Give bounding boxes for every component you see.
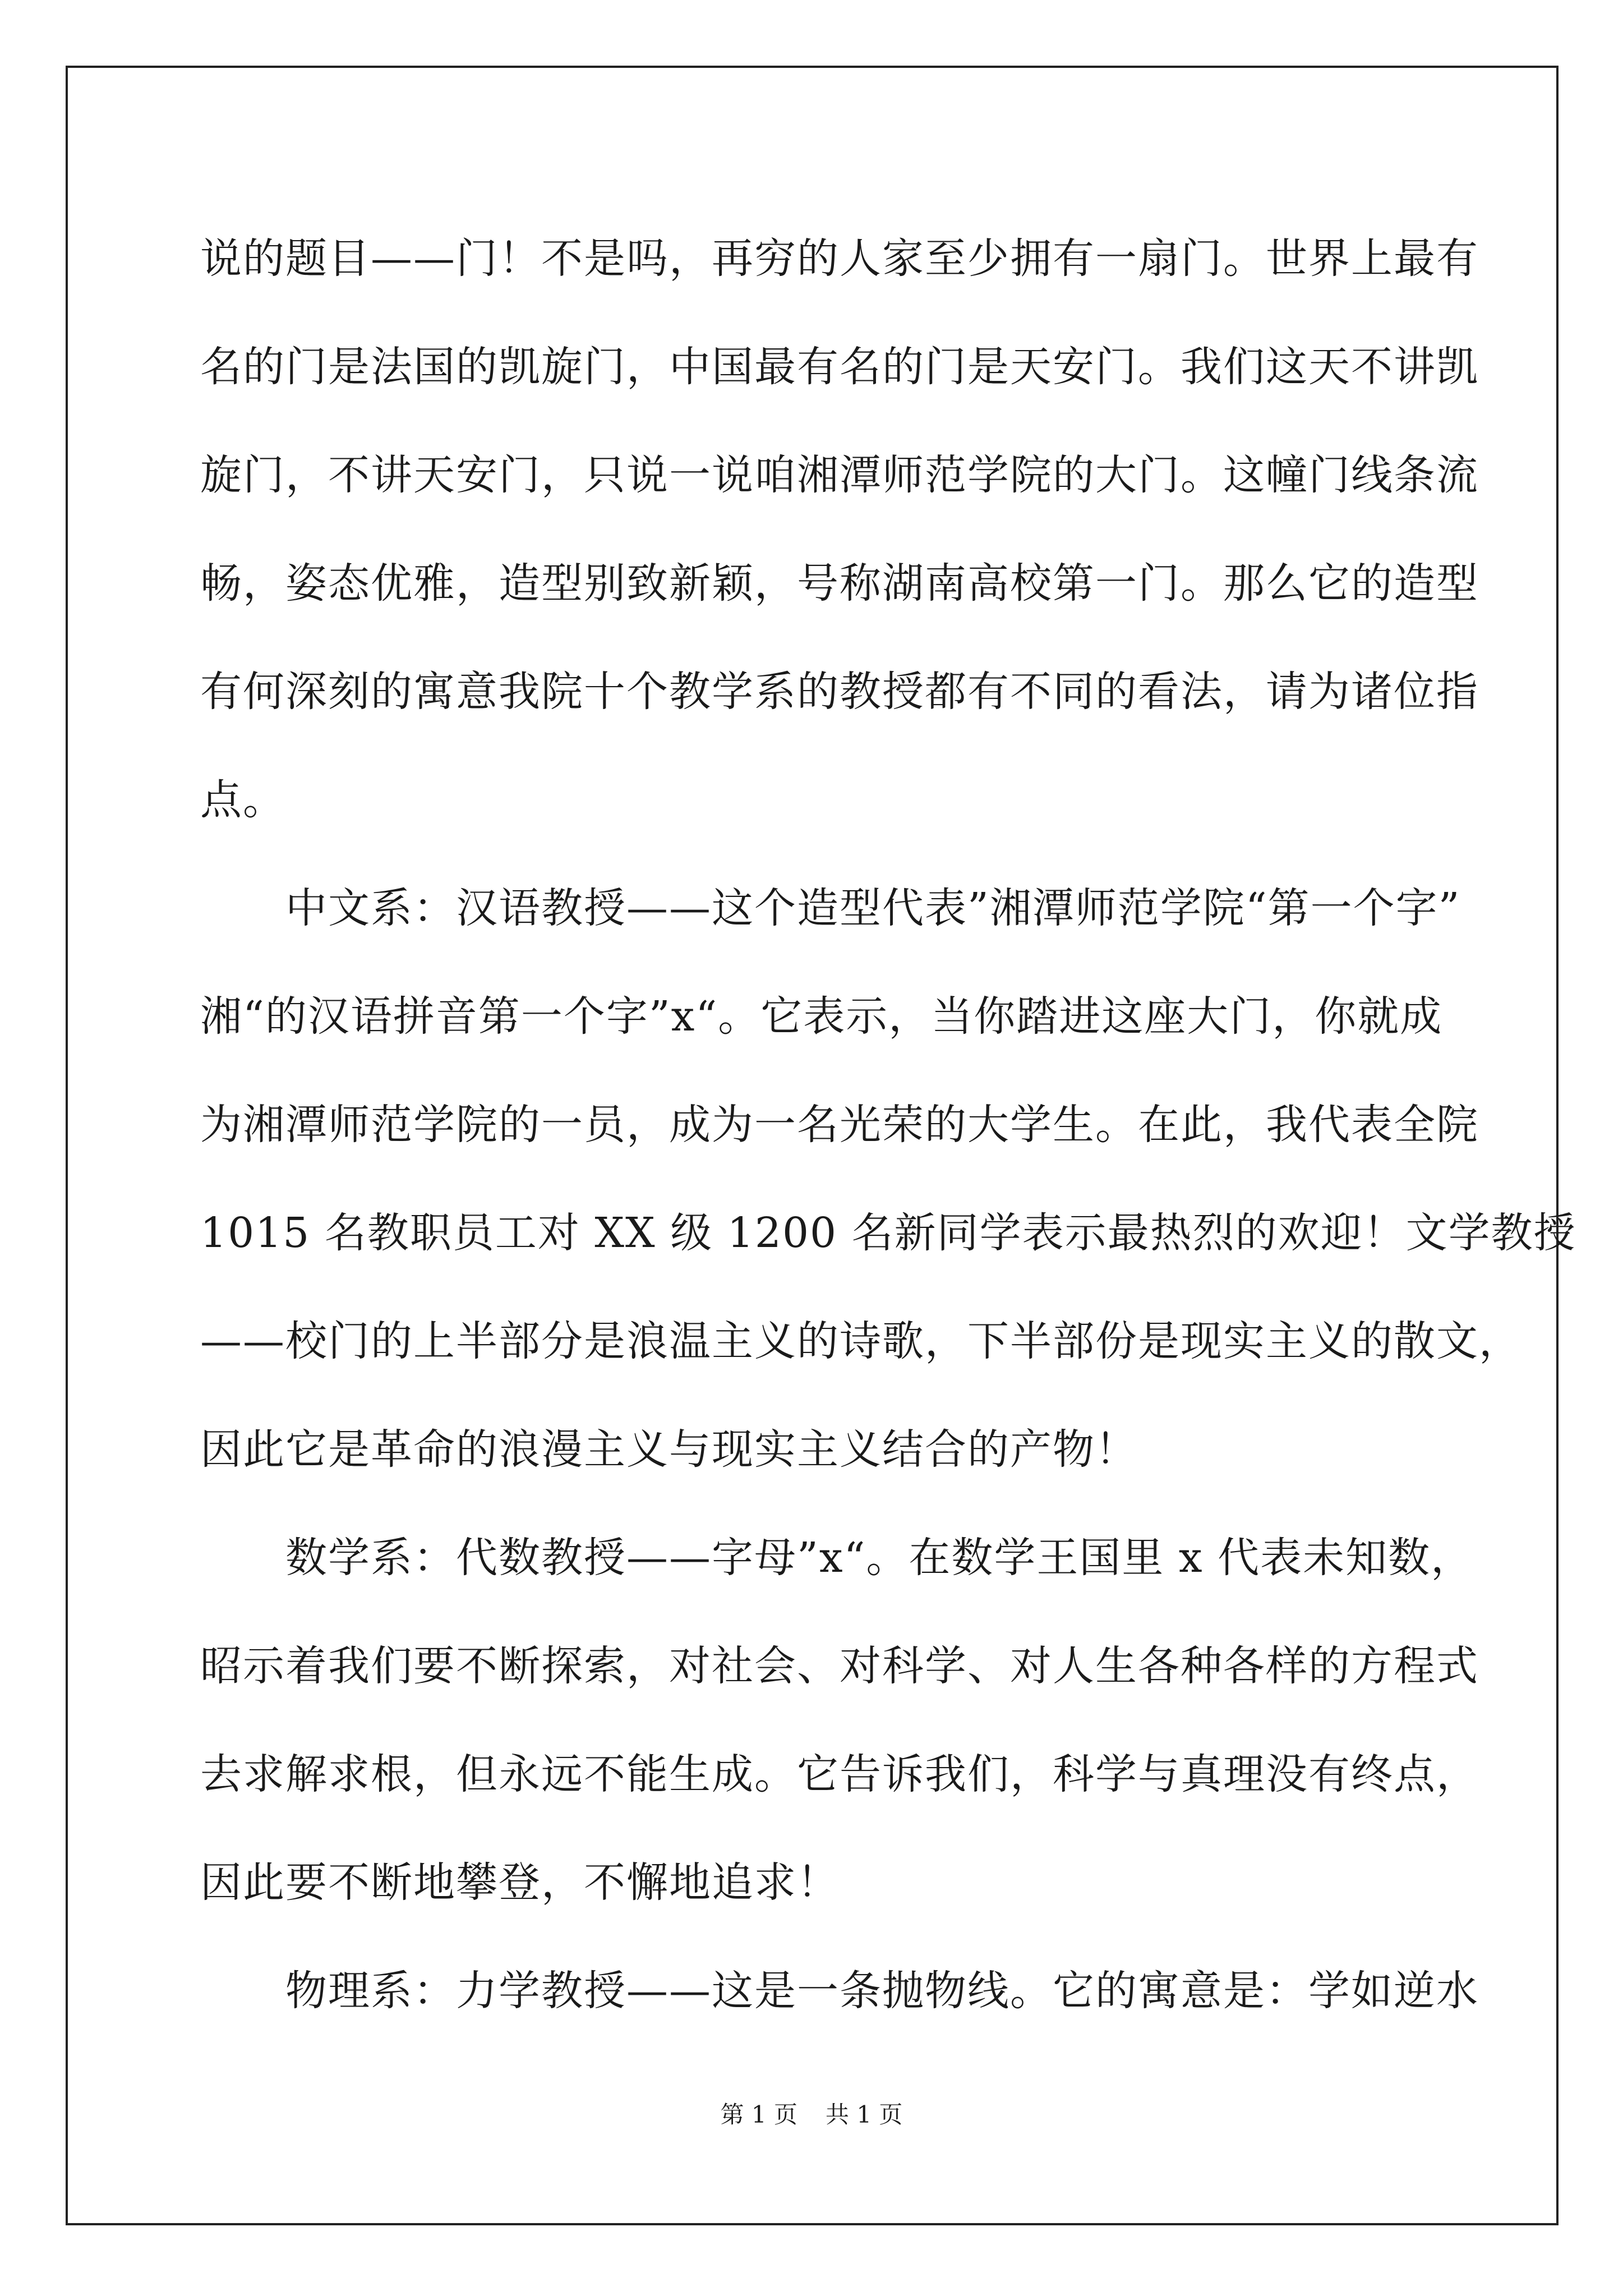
paragraph-first-line: 物理系：力学教授——这是一条抛物线。它的寓意是：学如逆水 [285,1967,1479,2015]
document-body [200,205,1576,2045]
text-line: 说的题目——门！不是吗，再穷的人家至少拥有一扇门。世界上最有 [200,234,1479,283]
text-line: 点。 [200,776,285,824]
text-line: ——校门的上半部分是浪温主义的诗歌，下半部份是现实主义的散文， [200,1317,1521,1365]
text-line: 因此要不断地攀登，不懈地追求！ [200,1858,840,1907]
text-line: 去求解求根，但永远不能生成。它告诉我们，科学与真理没有终点， [200,1750,1479,1798]
text-line: 昭示着我们要不断探索，对社会、对科学、对人生各种各样的方程式 [200,1642,1479,1690]
page-total: 共 1 页 [826,2101,903,2128]
text-line: 因此它是革命的浪漫主义与现实主义结合的产物！ [200,1425,1138,1474]
page-number: 第 1 页 [720,2101,797,2128]
paragraph-first-line: 中文系：汉语教授——这个造型代表”湘潭师范学院“第一个字” [285,884,1461,932]
text-line: 名的门是法国的凯旋门，中国最有名的门是天安门。我们这天不讲凯 [200,343,1479,391]
text-line: 湘“的汉语拼音第一个字”x“。它表示，当你踏进这座大门，你就成 [200,992,1443,1041]
text-line: 1015 名教职员工对 XX 级 1200 名新同学表示最热烈的欢迎！文学教授 [200,1209,1576,1257]
text-line: 有何深刻的寓意我院十个教学系的教授都有不同的看法，请为诸位指 [200,668,1479,716]
page-footer [0,2098,1623,2132]
text-line: 畅，姿态优雅，造型别致新颖，号称湖南高校第一门。那么它的造型 [200,559,1479,608]
text-line: 为湘潭师范学院的一员，成为一名光荣的大学生。在此，我代表全院 [200,1101,1479,1149]
text-line: 旋门，不讲天安门，只说一说咱湘潭师范学院的大门。这幢门线条流 [200,451,1479,499]
paragraph-first-line: 数学系：代数教授——字母”x“。在数学王国里 x 代表未知数， [285,1534,1474,1582]
